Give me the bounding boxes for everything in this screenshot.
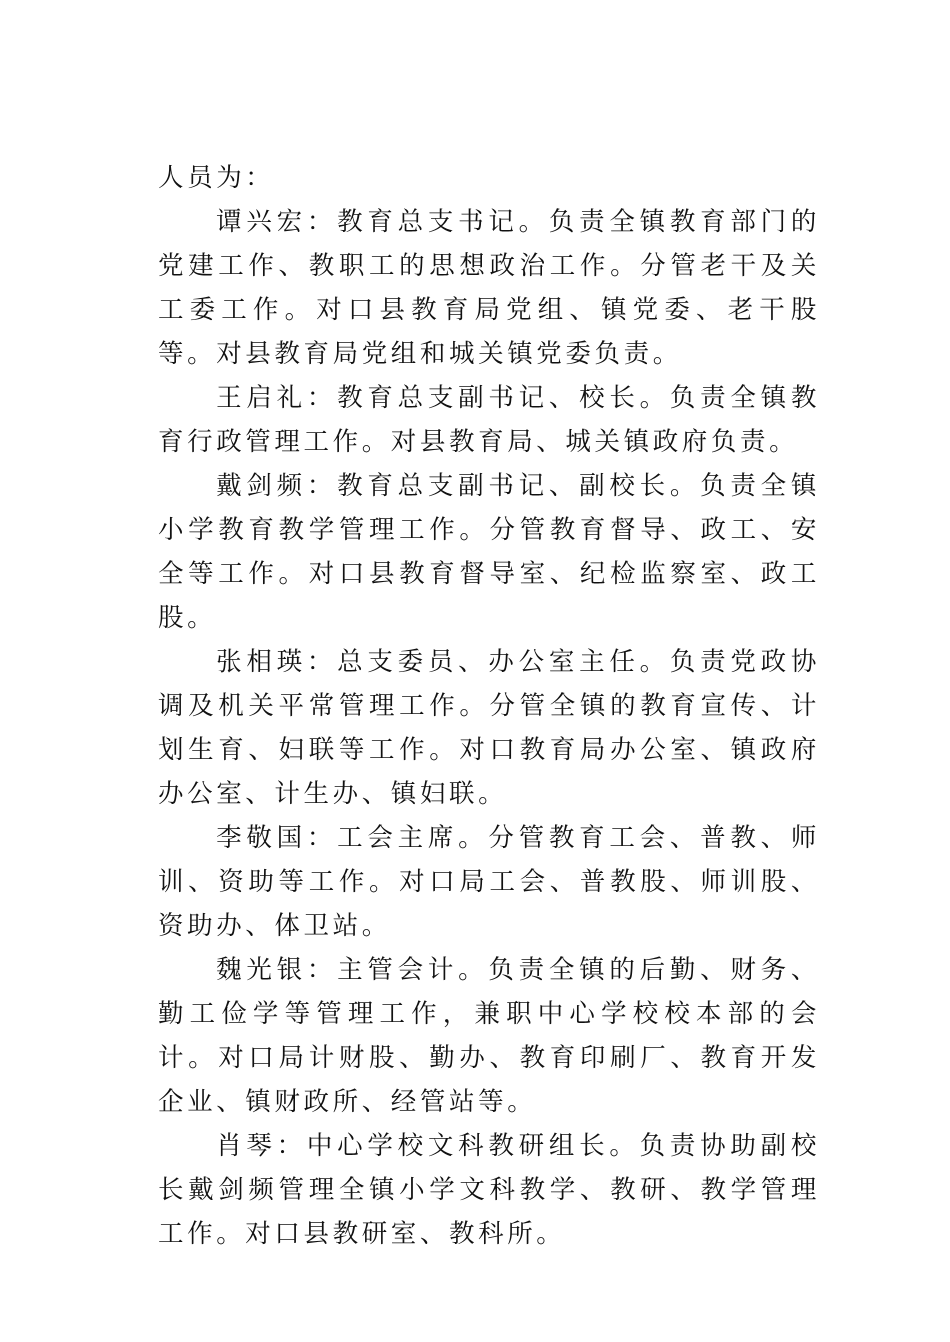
duty-paragraph-li-jingguo: 李敬国：工会主席。分管教育工会、普教、师训、资助等工作。对口局工会、普教股、师训股、资助办、体卫站。 <box>158 823 820 941</box>
duty-paragraph-dai-jianpin: 戴剑频：教育总支副书记、副校长。负责全镇小学教育教学管理工作。分管教育督导、政工、安全等工作。对口县教育督导室、纪检监察室、政工股。 <box>158 471 820 633</box>
duty-paragraph-wang-qili: 王启礼：教育总支副书记、校长。负责全镇教育行政管理工作。对县教育局、城关镇政府负责。 <box>158 383 820 457</box>
duty-paragraph-zhang-xiangying: 张相瑛：总支委员、办公室主任。负责党政协调及机关平常管理工作。分管全镇的教育宣传、计划生育、妇联等工作。对口教育局办公室、镇政府办公室、计生办、镇妇联。 <box>158 647 820 809</box>
duty-paragraph-tan-xinghong: 谭兴宏：教育总支书记。负责全镇教育部门的党建工作、教职工的思想政治工作。分管老干及关工委工作。对口县教育局党组、镇党委、老干股等。对县教育局党组和城关镇党委负责。 <box>158 207 820 369</box>
duty-paragraph-xiao-qin: 肖琴：中心学校文科教研组长。负责协助副校长戴剑频管理全镇小学文科教学、教研、教学管理工作。对口县教研室、教科所。 <box>158 1131 820 1249</box>
intro-line: 人员为： <box>158 163 275 193</box>
document-body <box>158 156 820 1256</box>
duty-paragraph-wei-guangyin: 魏光银：主管会计。负责全镇的后勤、财务、勤工俭学等管理工作，兼职中心学校校本部的会计。对口局计财股、勤办、教育印刷厂、教育开发企业、镇财政所、经管站等。 <box>158 955 820 1117</box>
